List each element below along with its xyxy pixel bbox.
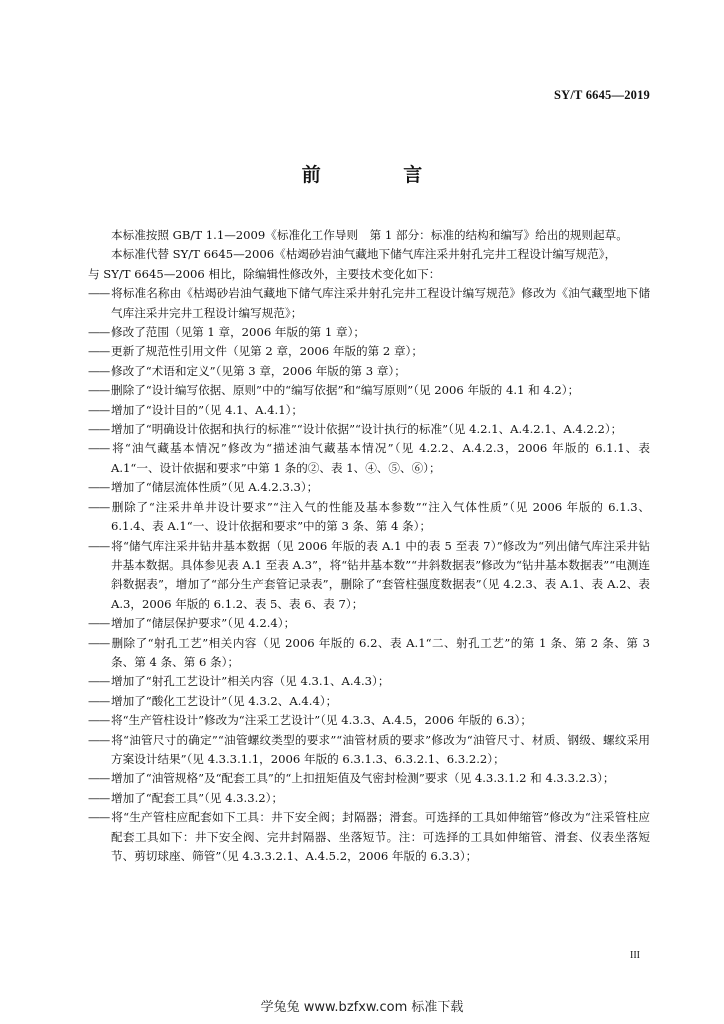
change-item xyxy=(88,672,650,691)
intro-paragraph-changes-lead: 与 SY/T 6645—2006 相比，除编辑性修改外，主要技术变化如下： xyxy=(88,266,441,281)
change-item xyxy=(88,498,650,537)
change-item xyxy=(88,808,650,866)
change-item xyxy=(88,731,650,770)
change-item-dash: —— xyxy=(88,402,110,417)
change-item xyxy=(88,342,650,361)
change-item-dash: —— xyxy=(88,713,110,728)
change-item xyxy=(88,789,650,808)
change-item-text: 增加了“配套工具”（见 4.3.3.2）； xyxy=(111,790,284,805)
intro-paragraph-replacement: 本标准代替 SY/T 6645—2006《枯竭砂岩油气藏地下储气库注采井射孔完井工程设计编写规范》， xyxy=(111,247,617,262)
change-item-text: 将标准名称由《枯竭砂岩油气藏地下储气库注采井射孔完井工程设计编写规范》修改为《油气藏型地下储气库注采井完井工程设计编写规范》； xyxy=(111,286,650,320)
change-item-text: 增加了“设计目的”（见 4.1、A.4.1）； xyxy=(111,402,303,417)
footer-watermark: 学兔兔 www.bzfxw.com 标准下载 xyxy=(260,1000,464,1015)
change-item-text: 将“生产管柱设计”修改为“注采工艺设计”（见 4.3.3、A.4.5，2006 年版的 6.3）； xyxy=(111,713,532,728)
change-item-text: 将“油气藏基本情况”修改为“描述油气藏基本情况”（见 4.2.2、A.4.2.3，2006 年版的 6.1.1、表 A.1“一、设计依据和要求”中第 1 条的②、表 1、④、⑤、⑥）； xyxy=(111,441,650,475)
change-item-dash: —— xyxy=(88,693,110,708)
change-item-dash: —— xyxy=(88,441,110,456)
change-item-dash: —— xyxy=(88,383,110,398)
change-item xyxy=(88,537,650,615)
change-item-dash: —— xyxy=(88,732,110,747)
change-item xyxy=(88,711,650,730)
change-item-dash: —— xyxy=(88,480,110,495)
change-item-dash: —— xyxy=(88,422,110,437)
change-item xyxy=(88,769,650,788)
change-item-text: 增加了“明确设计依据和执行的标准”“设计依据”“设计执行的标准”（见 4.2.1、A.4.2.1、A.4.2.2）； xyxy=(111,422,623,437)
change-item-dash: —— xyxy=(88,771,110,786)
change-item xyxy=(88,614,650,633)
document-body xyxy=(88,226,650,866)
change-item-text: 将“储气库注采井钻井基本数据（见 2006 年版的表 A.1 中的表 5 至表 7）”修改为“列出储气库注采井钻井基本数据。具体参见表 A.1 至表 A.3”，将“钻井基本数”“井斜数据表”修改为“钻井基本数据表”“电测连斜数据表”，增加了“部分生产套管记录表”，删除了“套管柱强度数据表”（见 4.2.3、表 A.1、表 A.2、表 A.3，2006 年版的 6.1.2、表 5、表 6、表 7）； xyxy=(111,538,650,611)
page-title: 前 言 xyxy=(301,164,461,186)
change-item-dash: —— xyxy=(88,635,110,650)
change-item xyxy=(88,634,650,673)
change-item-text: 将“生产管柱应配套如下工具：井下安全阀；封隔器；滑套。可选择的工具如伸缩管”修改为“注采管柱应配套工具如下：井下安全阀、完井封隔器、坐落短节。注：可选择的工具如伸缩管、滑套、仪表坐落短节、剪切球座、筛管”（见 4.3.3.2.1、A.4.5.2，2006 年版的 6.3.3）； xyxy=(111,810,650,863)
change-item-dash: —— xyxy=(88,286,110,301)
change-item-dash: —— xyxy=(88,325,110,340)
change-item-text: 修改了“术语和定义”（见第 3 章，2006 年版的第 3 章）； xyxy=(111,363,406,378)
change-item-text: 更新了规范性引用文件（见第 2 章，2006 年版的第 2 章）； xyxy=(111,344,423,359)
change-item-dash: —— xyxy=(88,499,110,514)
change-item-dash: —— xyxy=(88,363,110,378)
change-item xyxy=(88,362,650,381)
change-item xyxy=(88,323,650,342)
page-number: III xyxy=(630,950,640,961)
change-item-text: 删除了“注采井单井设计要求”“注入气的性能及基本参数”“注入气体性质”（见 2006 年版的 6.1.3、6.1.4、表 A.1“一、设计依据和要求”中的第 3 条、第 4 条）； xyxy=(111,499,650,534)
change-item-text: 增加了“酸化工艺设计”（见 4.3.2、A.4.4）； xyxy=(111,693,338,708)
change-item xyxy=(88,439,650,478)
change-item-dash: —— xyxy=(88,616,110,631)
change-item-text: 删除了“射孔工艺”相关内容（见 2006 年版的 6.2、表 A.1“二、射孔工艺”的第 1 条、第 2 条、第 3 条、第 4 条、第 6 条）； xyxy=(111,635,650,669)
change-item xyxy=(88,381,650,400)
standard-code: SY/T 6645—2019 xyxy=(554,88,650,102)
change-item xyxy=(88,401,650,420)
change-item-text: 增加了“射孔工艺设计”相关内容（见 4.3.1、A.4.3）； xyxy=(111,674,390,689)
change-item-text: 删除了“设计编写依据、原则”中的“编写依据”和“编写原则”（见 2006 年版的 4.1 和 4.2）； xyxy=(111,383,580,398)
change-item-dash: —— xyxy=(88,344,110,359)
change-item-dash: —— xyxy=(88,538,110,553)
change-item-text: 增加了“储层保护要求”（见 4.2.4）； xyxy=(111,616,296,631)
change-item xyxy=(88,420,650,439)
change-item xyxy=(88,692,650,711)
change-item xyxy=(88,284,650,323)
change-item-text: 增加了“储层流体性质”（见 A.4.2.3.3）； xyxy=(111,480,319,495)
change-list xyxy=(88,284,650,866)
intro-paragraph-drafting-rules: 本标准按照 GB/T 1.1—2009《标准化工作导则 第 1 部分：标准的结构和编写》给出的规则起草。 xyxy=(111,228,628,242)
change-item-dash: —— xyxy=(88,674,110,689)
change-item-text: 将“油管尺寸的确定”“油管螺纹类型的要求”“油管材质的要求”修改为“油管尺寸、材质、钢级、螺纹采用方案设计结果”（见 4.3.3.1.1，2006 年版的 6.3.1.3、6.3.2.1、6.3.2.2）； xyxy=(111,732,650,766)
change-item xyxy=(88,478,650,497)
change-item-text: 修改了范围（见第 1 章，2006 年版的第 1 章）； xyxy=(111,325,365,340)
change-item-dash: —— xyxy=(88,810,110,825)
change-item-text: 增加了“油管规格”及“配套工具”的“上扣扭矩值及气密封检测”要求（见 4.3.3.1.2 和 4.3.3.2.3）； xyxy=(111,771,615,786)
change-item-dash: —— xyxy=(88,790,110,805)
